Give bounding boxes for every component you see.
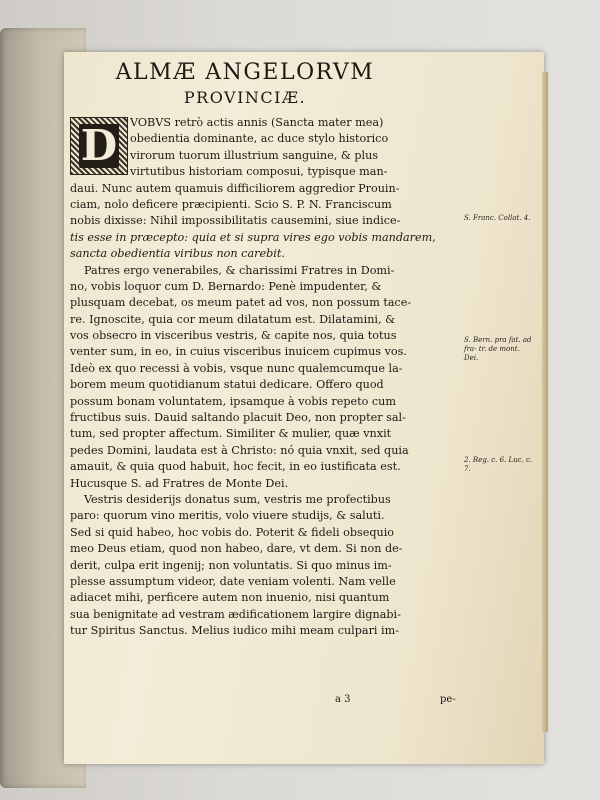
text-line: derit, culpa erit ingenij; non voluntatis. Si quo minus im- xyxy=(70,558,392,572)
text-line: meo Deus etiam, quod non habeo, dare, vt dem. Si non de- xyxy=(70,542,403,556)
text-line: tum, sed propter affectum. Similiter & mulier, quæ vnxit xyxy=(70,427,392,441)
text-line: sua benignitate ad vestram ædificationem largire dignabi- xyxy=(70,607,401,621)
text-line: ciam, nolo deficere præcipienti. Scio S. P. N. Franciscum xyxy=(70,197,392,211)
text-line: VOBVS retrò actis annis (Sancta mater mea) xyxy=(130,116,384,129)
margin-note: 2. Reg. c. 6. Luc. c. 7. xyxy=(464,456,533,473)
body-text xyxy=(70,115,458,640)
text-line: borem meum quotidianum statui dedicare. Offero quod xyxy=(70,378,384,392)
margin-note: S. Bern. pra fat. ad fra- tr. de mont. Dei. xyxy=(464,336,532,362)
text-line: sancta obedientia viribus non carebit. xyxy=(70,247,285,261)
text-line: Sed si quid habeo, hoc vobis do. Poterit & fideli obsequio xyxy=(70,525,395,539)
text-line: vos obsecro in visceribus vestris, & capite nos, quia totus xyxy=(70,329,397,343)
page-subtitle: PROVINCIÆ. xyxy=(183,88,307,107)
text-line: fructibus suis. Dauid saltando placuit Deo, non propter sal- xyxy=(70,411,406,425)
text-line: venter sum, in eo, in cuius visceribus inuicem cupimus vos. xyxy=(70,345,407,359)
text-line: no, vobis loquor cum D. Bernardo: Penè impudenter, & xyxy=(70,279,382,293)
text-line: possum bonam voluntatem, ipsamque à vobis repeto cum xyxy=(70,394,396,408)
text-line: Patres ergo venerabiles, & charissimi Fratres in Domi- xyxy=(84,263,395,277)
text-line: virorum tuorum illustrium sanguine, & plus xyxy=(130,148,379,162)
text-line: plesse assumptum videor, date veniam volenti. Nam velle xyxy=(70,574,396,588)
text-line: nobis dixisse: Nihil impossibilitatis causemini, siue indice- xyxy=(70,214,401,228)
catchword: pe- xyxy=(440,694,456,705)
text-line: paro: quorum vino meritis, volo viuere studijs, & saluti. xyxy=(70,509,385,523)
text-line: Hucusque S. ad Fratres de Monte Dei. xyxy=(70,476,289,490)
text-line: virtutibus historiam composui, typisque man- xyxy=(130,165,388,179)
text-line: re. Ignoscite, quia cor meum dilatatum est. Dilatamini, & xyxy=(70,312,396,326)
text-line: amauit, & quia quod habuit, hoc fecit, in eo iustificata est. xyxy=(70,460,401,474)
signature-mark: a 3 xyxy=(335,694,351,705)
text-line: Ideò ex quo recessi à vobis, vsque nunc qualemcumque la- xyxy=(70,361,403,375)
text-line: pedes Domini, laudata est à Christo: nó quia vnxit, sed quia xyxy=(70,443,409,457)
page-title: ALMÆ ANGELORVM xyxy=(115,60,375,85)
margin-note: S. Franc. Collat. 4. xyxy=(464,214,531,222)
initial-letter: D xyxy=(80,121,118,170)
text-line: plusquam decebat, os meum patet ad vos, non possum tace- xyxy=(70,296,412,310)
text-line: adiacet mihi, perficere autem non inuenio, nisi quantum xyxy=(70,591,390,605)
text-line: daui. Nunc autem quamuis difficiliorem aggredior Prouin- xyxy=(70,181,400,195)
text-line: tur Spiritus Sanctus. Melius iudico mihi meam culpari im- xyxy=(70,624,400,638)
text-line: Vestris desiderijs donatus sum, vestris me profectibus xyxy=(84,492,391,506)
text-line: obedientia dominante, ac duce stylo historico xyxy=(130,132,389,146)
text-line: tis esse in præcepto: quia et si supra vires ego vobis mandarem, xyxy=(70,230,436,244)
